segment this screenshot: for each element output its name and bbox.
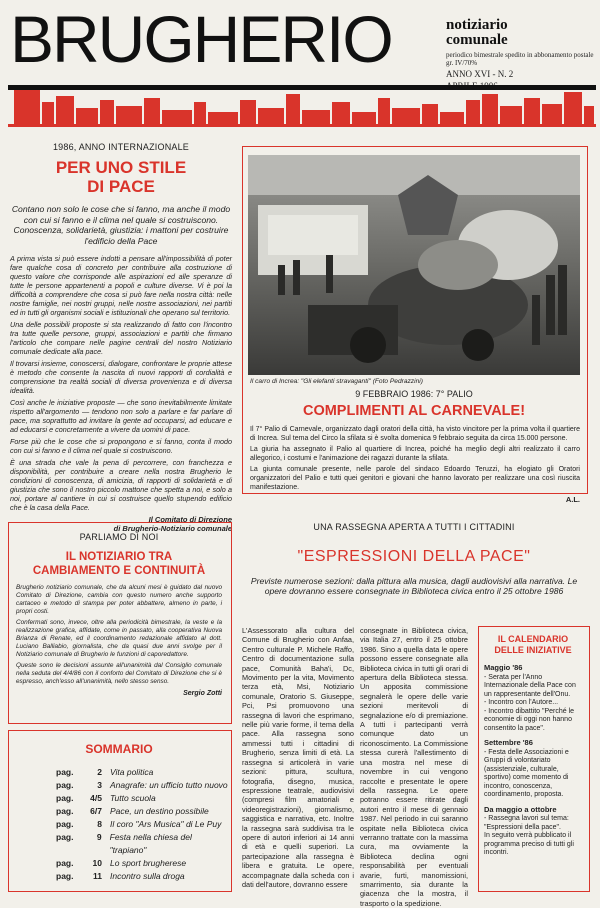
masthead-subtitle-2: comunale [446,32,508,48]
calendario-item: - Rassegna lavori sul tema: "Espressioni della pace". [484,815,569,831]
sommario-page-number: 10 [92,858,102,868]
sommario-item [56,870,230,883]
peace-kicker: 1986, ANNO INTERNAZIONALE [52,142,190,152]
calendario-title-2: DELLE INIZIATIVE [494,645,572,655]
sommario-page-number: 3 [97,780,102,790]
calendario-item: - Incontro con l'Autore... [484,699,559,706]
sommario-page-label: pag. [56,819,74,829]
sommario-page-label: pag. [56,858,74,868]
carnival-paragraph: La giuria ha assegnato il Palio al quartiere di Increa, poiché ha meglio degli altri realizzato il carro allegorico, i costumi e l'animazione dei ragazzi durante la sfilata. [250,446,580,462]
article-rassegna [242,522,586,596]
sommario-item [56,857,230,870]
sommario-page-number: 8 [97,819,102,829]
masthead-title: BRUGHERIO [10,2,392,76]
peace-paragraph: È una strada che vale la pena di percorrere, con franchezza e disponibilità, per contribuire a creare nella nostra Brugherio le condizioni di conoscenza, di amicizia, di rapporti di solidarietà e di giustizia che sono il nostro piccolo mattone che spetta a noi, e solo a noi, portare al cantiere in cui si costruisce quello stupendo edificio che è la casa della Pace. [10,458,232,512]
sommario-item-text: Festa nella chiesa del "trapiano" [109,832,192,855]
sommario-item-text: Pace, un destino possibile [110,806,209,816]
article-peace [10,142,232,533]
notiziario-paragraph: Confermati sono, invece, oltre alla periodicità bimestrale, la veste e la realizzazione grafica, affidate, come in passato, alla cooperativa Nuova Brianza di Renate, ed il coordinamento redazionale affidato al dott. Luciano Balliabio, giornalista, che da quasi due anni svolge per il Notiziario comunale di Brugherio le funzioni di caporedattore. [16,619,222,658]
calendario-item: In seguito verrà pubblicato il programma preciso di tutti gli incontri. [484,832,574,856]
rassegna-title: "ESPRESSIONI DELLA PACE" [297,548,531,565]
rassegna-kicker: UNA RASSEGNA APERTA A TUTTI I CITTADINI [313,522,515,532]
photo-caption: Il carro di Increa: "Gli elefanti stravaganti" (Foto Pedrazzini) [250,378,423,385]
sommario-item-text: Incontro sulla droga [110,871,185,881]
rassegna-lead: Previste numerose sezioni: dalla pittura alla musica, dagli audiovisivi alla narrativa. Le opere dovranno essere consegnate in Biblioteca civica entro il 25 ottobre 1986 [250,576,578,597]
sommario-item [56,831,230,857]
calendario-item: - Serata per l'Anno Internazionale della Pace con un rappresentante dell'Onu. [484,673,576,698]
sommario-page-label: pag. [56,832,74,842]
article-notiziario [8,532,230,698]
notiziario-title-2: CAMBIAMENTO E CONTINUITÀ [32,565,206,577]
sommario-item [56,805,230,818]
notiziario-signature: Sergio Zotti [183,690,222,697]
sommario-page-label: pag. [56,780,74,790]
notiziario-title-1: IL NOTIZIARIO TRA [65,551,173,563]
notiziario-paragraph: Brugherio notiziario comunale, che da alcuni mesi è guidato dal nuovo Comitato di Direzione, cambia con questo numero anche supporto cartaceo e metodo di stampa per poter abbattere, almeno in parte, i propri costi. [16,584,222,615]
peace-title-1: PER UNO STILE [55,158,187,177]
skyline-logo [8,82,596,132]
sommario-title: SOMMARIO [85,742,153,756]
sommario-page-label: pag. [56,793,74,803]
sommario [8,742,230,883]
peace-paragraph: Il trovarsi insieme, conoscersi, dialogare, confrontare le proprie attese è metodo che consente la nascita di nuovi rapporti di cordialità e comprensione tra realtà sociali di diversa provenienza e di diversa idealità. [10,359,232,395]
sommario-item-text: Vita politica [110,767,154,777]
carnival-signature: A.L. [565,495,580,505]
sommario-page-number: 11 [93,871,102,881]
carnival-paragraph: Il 7° Palio di Carnevale, organizzato dagli oratori della città, ha visto vincitore per la prima volta il quartiere di Increa. Sul tema del Circo la sfilata si è svolta domenica 9 febbraio seguita da circa 15.000 persone. [250,426,580,442]
sommario-page-number: 9 [96,832,102,842]
rassegna-col2: consegnate in Biblioteca civica, via Italia 27, entro il 25 ottobre 1986. Sino a quella data le opere possono essere consegnate alla Biblioteca civica in tutti gli orari di apertura della Biblioteca stessa. Un apposita commissione segnalerà le opere delle varie sezioni meritevoli di segnalazione e/o di premiazione. A tutti i partecipanti verrà comunque dato un riconoscimento. La Commissione stessa curerà l'allestimento di una mostra nel mese di novembre in cui vengono raccolte e presentate le opere della rassegna. Le opere potranno essere ritirate dagli autori entro il mese di gennaio 1987. Nel periodo in cui saranno ospitate nella Biblioteca civica verranno trattate con la massima cura, ma ovviamente la Biblioteca declina ogni responsabilità per eventuali avarie, furti, manomissioni, smarrimento, sia durante la giacenza che la mostra, il trasporto o la spedizione. [360,626,468,908]
sommario-item [56,792,230,805]
notiziario-paragraph: Queste sono le decisioni assunte all'unanimità dal Consiglio comunale nella seduta del 4/4/86 con il conforto del Comitato di Direzione che si è espresso, anch'esso all'unanimità, nello stesso senso. [16,662,222,685]
peace-paragraph: Forse più che le cose che si propongono e si fanno, conta il modo con cui si fanno e il clima nel quale si costruiscono. [10,437,232,455]
peace-signature-1: Il Comitato di Direzione [148,515,232,524]
peace-paragraph: Una delle possibili proposte si sta realizzando di fatto con l'incontro tra tutte quelle persone, gruppi, associazioni e partiti che firmano l'articolo che compare nelle pagine centrali del nostro Notiziario comunale dedicate alla pace. [10,320,232,356]
masthead-issue: ANNO XVI - N. 2 [446,69,514,79]
peace-paragraph: A prima vista si può essere indotti a pensare all'impossibilità di poter fare qualche cosa di concreto per contribuire alla costruzione di questo valore che corrisponde alle aspirazioni ed alle speranze di tutte le persone appartenenti a popoli e culture diverse. Vi è poi la difficoltà a comprendere che cosa si può fare nella nostra città: nelle nostre famiglie, nei nostri gruppi, nelle nostre associazioni, nei partiti ed in tutti gli organismi sociali e istituzionali che operano sul territorio. [10,254,232,317]
notiziario-kicker: PARLIAMO DI NOI [79,532,159,542]
sommario-page-label: pag. [56,871,74,881]
sommario-item [56,818,230,831]
sommario-page-label: pag. [56,806,74,816]
masthead-info [446,18,596,91]
carnival-body [250,426,580,504]
calendario-heading: Settembre '86 [484,738,533,747]
sommario-item-text: Il coro "Ars Musica" di Le Puy [110,819,222,829]
peace-paragraph: Così anche le iniziative proposte — che sono inevitabilmente limitate rispetto all'argomento — tendono non solo a parlare e far parlare di pace, ma soprattutto ad invitare la gente ad occuparsi, ad educare e ad educarsi e concretamente a vivere da uomini di pace. [10,398,232,434]
carnival-photo [248,155,580,375]
calendario-heading: Da maggio a ottobre [484,804,557,814]
masthead-postal: periodico bimestrale spedito in abbonamento postale gr. IV/70% [446,51,594,67]
sommario-item-text: Lo sport brugherese [110,858,187,868]
carnival-title: COMPLIMENTI AL CARNEVALE! [302,403,526,419]
sommario-page-label: pag. [56,767,74,777]
calendario-item: - Festa delle Associazioni e Gruppi di volontariato (assistenziale, culturale, sportivo) come momento di incontro, conoscenza, coordinamento, proposta. [484,748,569,798]
calendario-heading: Maggio '86 [484,663,523,672]
sommario-list [56,766,230,883]
calendario-list [484,664,582,858]
rassegna-col1: L'Assessorato alla cultura del Comune di Brugherio con Anfaa, Centro culturale P. Michele Raffo, Centro di documentazione sulla pace, Comunità Baha'i, Dc, Movimento per la vita, Movimento terza età, Msi, Notiziario comunale, Oratorio S. Giuseppe, Pci, Psi promuovono una rassegna di lavori che esprimano, nelle più varie forme, il tema della pace. Alla rassegna sono ammessi tutti i cittadini di Brugherio, senza limiti di età. La rassegna si articolerà in varie sezioni: pittura, scultura, fotografia, disegno, musica, espressione teatrale, audiovisivi (compresi film amatoriali e videoregistrazioni), giornalismo, saggistica e narrativa, etc. Inoltre la rassegna sarà suddivisa tra le opere di autori inferiori ai 14 anni di età e quelli superiori. La partecipazione alla rassegna è libera e gratuita. Le opere, accompagnate dalla scheda con i dati dell'autore, dovranno essere [242,626,354,889]
sommario-item [56,766,230,779]
masthead-subtitle-1: notiziario [446,17,508,33]
peace-lead: Contano non solo le cose che si fanno, ma anche il modo con cui si fanno e il clima nel quale si costruiscono. Conoscenza, solidarietà, giustizia: i mattoni per costruire l'edificio della Pace [11,204,231,246]
sommario-page-number: 6/7 [90,806,102,816]
sommario-item-text: Anagrafe: un ufficio tutto nuovo [110,780,228,790]
sommario-item [56,779,230,792]
carnival-kicker: 9 FEBBRAIO 1986: 7° PALIO [355,389,473,399]
calendario [484,634,582,858]
calendario-item: - Incontro dibattito "Perché le economie di oggi non hanno consentito la pace". [484,707,575,732]
sommario-item-text: Tutto scuola [110,793,156,803]
sommario-page-number: 2 [97,767,102,777]
sommario-page-number: 4/5 [90,793,102,803]
calendario-title-1: IL CALENDARIO [497,634,569,644]
peace-title-2: DI PACE [87,177,155,196]
carnival-paragraph: La giunta comunale presente, nelle parole del sindaco Edoardo Teruzzi, ha elogiato gli Oratori organizzatori del Palio e tutti quei genitori e giovani che hanno lavorato per realizzare una così riuscita manifestazione. [250,466,580,491]
peace-signature-2: di Brugherio-Notiziario comunale [113,524,232,533]
